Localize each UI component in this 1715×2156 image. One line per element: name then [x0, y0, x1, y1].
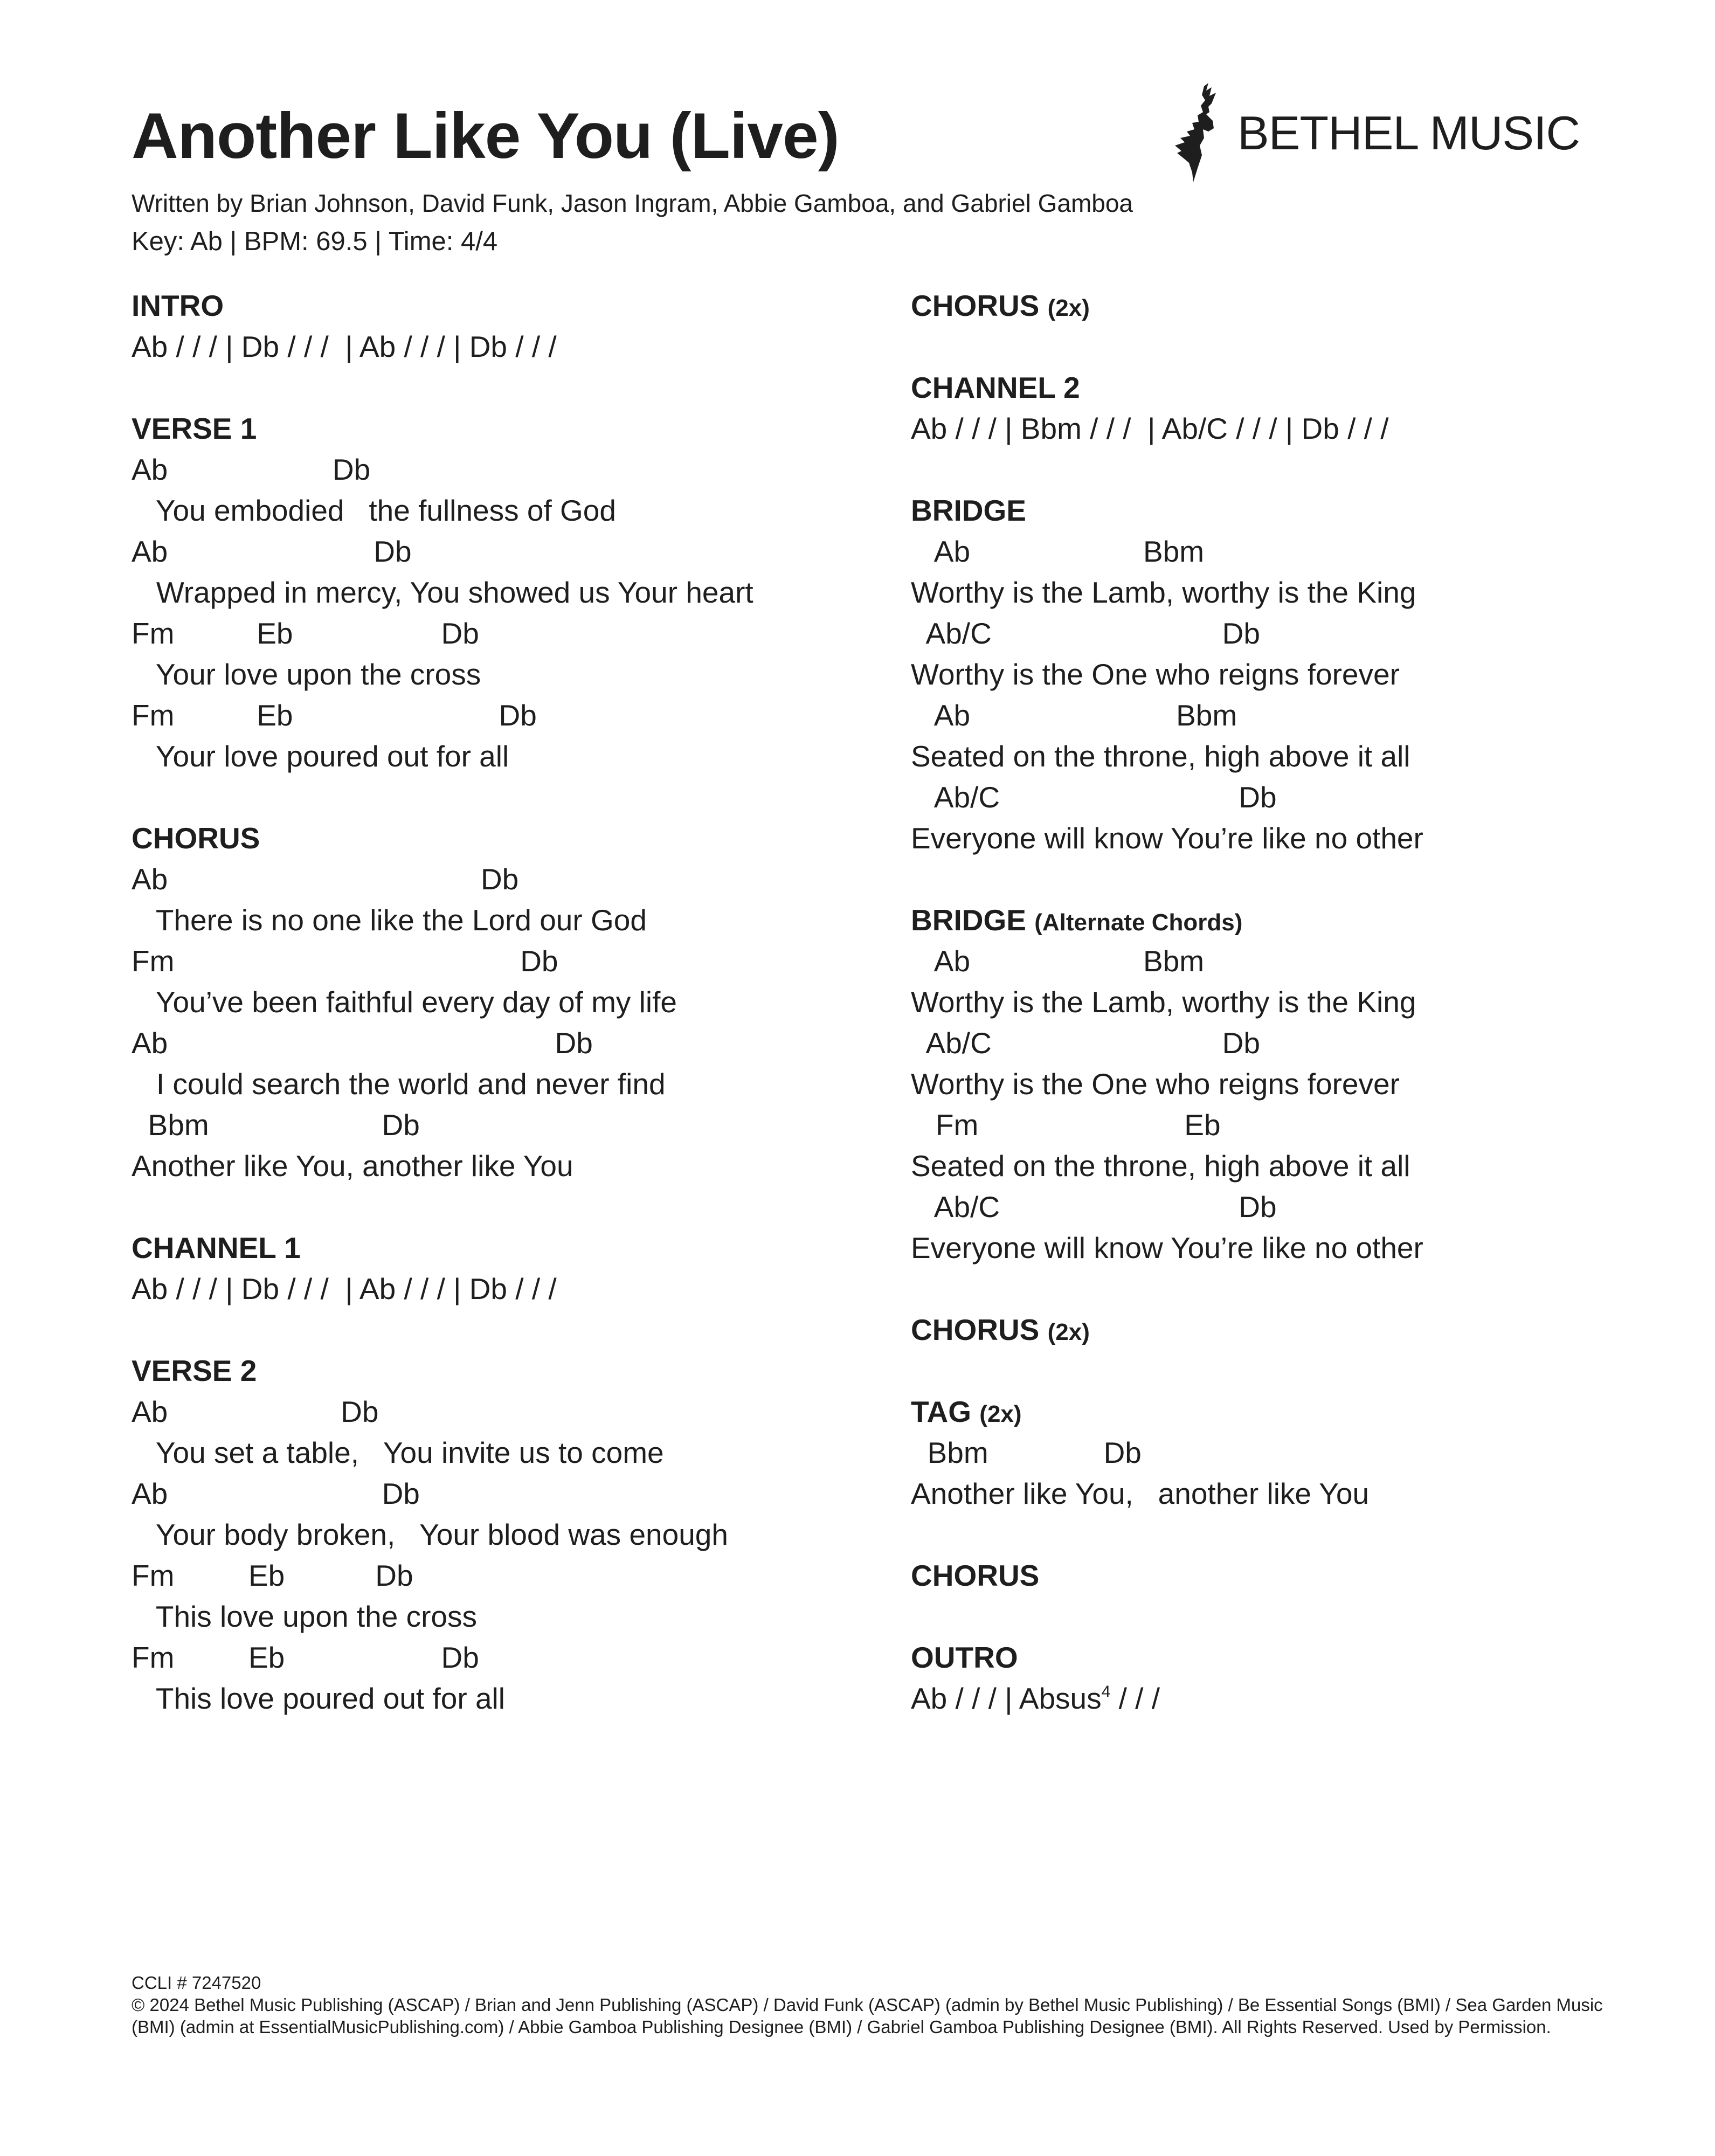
lyric-line: You set a table, You invite us to come [132, 1436, 664, 1469]
section-heading-title: CHORUS [911, 1313, 1040, 1346]
chord-line: Ab Db [132, 862, 519, 896]
section-heading [911, 1309, 1665, 1350]
section-heading-title: BRIDGE [911, 903, 1026, 937]
section-chorus-final [911, 1555, 1665, 1596]
section-chorus-2x [911, 1309, 1665, 1350]
chord-line: Ab Db [132, 1477, 420, 1510]
outro-superscript: 4 [1101, 1683, 1111, 1701]
song-meta: Key: Ab | BPM: 69.5 | Time: 4/4 [132, 227, 498, 256]
section-heading: CHORUS [132, 821, 260, 855]
chord-line: Ab / / / | Db / / / | Ab / / / | Db / / / [132, 330, 557, 363]
chord-line: Fm Eb [911, 1108, 1221, 1142]
lyric-line: Worthy is the Lamb, worthy is the King [911, 576, 1416, 609]
lyric-line: Seated on the throne, high above it all [911, 740, 1410, 773]
right-column [911, 285, 1665, 1760]
lyric-line: Your body broken, Your blood was enough [132, 1518, 728, 1551]
lyric-line: Seated on the throne, high above it all [911, 1149, 1410, 1183]
chord-line: Ab / / / | Bbm / / / | Ab/C / / / | Db / / / [911, 412, 1389, 445]
section-heading: CHORUS [911, 1559, 1040, 1592]
chord-line: Ab Bbm [911, 944, 1205, 978]
lyric-line: You embodied the fullness of God [132, 494, 616, 527]
copyright-notice: © 2024 Bethel Music Publishing (ASCAP) / Brian and Jenn Publishing (ASCAP) / David Funk (ASCAP) (admin by Bethel Music Publishing) / Be Essential Songs (BMI) / Sea Garden Music (BMI) (admin at EssentialMusicPublishing.com) / Abbie Gamboa Publishing Designee (BMI) / Gabriel Gamboa Publishing Designee (BMI). All Rights Reserved. Used by Permission. [132, 1995, 1603, 2037]
chord-line: Ab Bbm [911, 699, 1237, 732]
bethel-music-logo [1171, 82, 1580, 184]
lyric-line: Another like You, another like You [911, 1477, 1370, 1510]
lyric-line: Worthy is the One who reigns forever [911, 1067, 1400, 1101]
outro-chords: Ab / / / | Absus [911, 1682, 1102, 1715]
section-verse-1 [132, 408, 886, 777]
section-verse-2 [132, 1350, 886, 1719]
lyric-line: Worthy is the Lamb, worthy is the King [911, 985, 1416, 1019]
section-bridge [911, 490, 1665, 859]
section-heading: CHANNEL 1 [132, 1231, 301, 1264]
chord-line: Ab Bbm [911, 535, 1205, 568]
lyric-line: Your love poured out for all [132, 740, 509, 773]
section-heading: CHANNEL 2 [911, 371, 1080, 404]
chord-line: Ab/C Db [911, 617, 1260, 650]
section-heading-note: (2x) [979, 1401, 1022, 1427]
lyric-line: There is no one like the Lord our God [132, 903, 647, 937]
section-channel-2 [911, 367, 1665, 449]
stag-head-icon [1171, 82, 1230, 184]
lyric-line: I could search the world and never find [132, 1067, 666, 1101]
section-intro [132, 285, 886, 367]
lyric-line: Everyone will know You’re like no other [911, 821, 1423, 855]
chord-line: Ab/C Db [911, 1190, 1277, 1224]
chord-line: Fm Eb Db [132, 699, 537, 732]
chord-line: Bbm Db [132, 1108, 420, 1142]
section-heading-title: CHORUS [911, 289, 1040, 322]
lyric-line: This love poured out for all [132, 1682, 505, 1715]
section-chorus-2x [911, 285, 1665, 326]
lyric-line: Wrapped in mercy, You showed us Your heart [132, 576, 753, 609]
chord-line: Ab Db [132, 1395, 379, 1428]
section-heading: VERSE 2 [132, 1354, 257, 1387]
section-heading: BRIDGE [911, 494, 1026, 527]
lyric-line: This love upon the cross [132, 1600, 477, 1633]
chord-line: Bbm Db [911, 1436, 1142, 1469]
logo-text: BETHEL MUSIC [1237, 106, 1580, 160]
chord-line [911, 1678, 1665, 1719]
section-chorus [132, 818, 886, 1186]
lyric-line: Another like You, another like You [132, 1149, 573, 1183]
chord-line: Ab Db [132, 1026, 593, 1060]
section-heading-title: TAG [911, 1395, 972, 1428]
section-heading: OUTRO [911, 1641, 1018, 1674]
lyric-line: You’ve been faithful every day of my life [132, 985, 677, 1019]
section-heading-note: (2x) [1047, 295, 1090, 321]
section-heading-note: (Alternate Chords) [1034, 909, 1243, 936]
section-channel-1 [132, 1227, 886, 1309]
chord-line: Fm Eb Db [132, 1559, 413, 1592]
section-heading [911, 285, 1665, 326]
chord-line: Ab / / / | Db / / / | Ab / / / | Db / / / [132, 1272, 557, 1305]
lyric-line: Worthy is the One who reigns forever [911, 658, 1400, 691]
chord-line: Ab Db [132, 453, 371, 486]
chord-line: Ab/C Db [911, 1026, 1260, 1060]
lyric-line: Everyone will know You’re like no other [911, 1231, 1423, 1264]
section-bridge-alternate [911, 900, 1665, 1268]
outro-chords-end: / / / [1110, 1682, 1160, 1715]
chord-line: Ab Db [132, 535, 412, 568]
ccli-number: CCLI # 7247520 [132, 1973, 261, 1993]
section-tag [911, 1391, 1665, 1514]
chord-line: Ab/C Db [911, 780, 1277, 814]
chord-line: Fm Eb Db [132, 1641, 479, 1674]
chord-line: Fm Db [132, 944, 558, 978]
chord-line: Fm Eb Db [132, 617, 479, 650]
section-heading: VERSE 1 [132, 412, 257, 445]
lyric-line: Your love upon the cross [132, 658, 481, 691]
footer [132, 1972, 1635, 2038]
section-heading [911, 900, 1665, 941]
section-heading: INTRO [132, 289, 224, 322]
songwriter-credit: Written by Brian Johnson, David Funk, Jason Ingram, Abbie Gamboa, and Gabriel Gamboa [132, 189, 1133, 217]
section-outro [911, 1637, 1665, 1719]
section-heading [911, 1391, 1665, 1432]
section-heading-note: (2x) [1047, 1319, 1090, 1345]
song-title: Another Like You (Live) [132, 100, 839, 172]
left-column [132, 285, 886, 1760]
